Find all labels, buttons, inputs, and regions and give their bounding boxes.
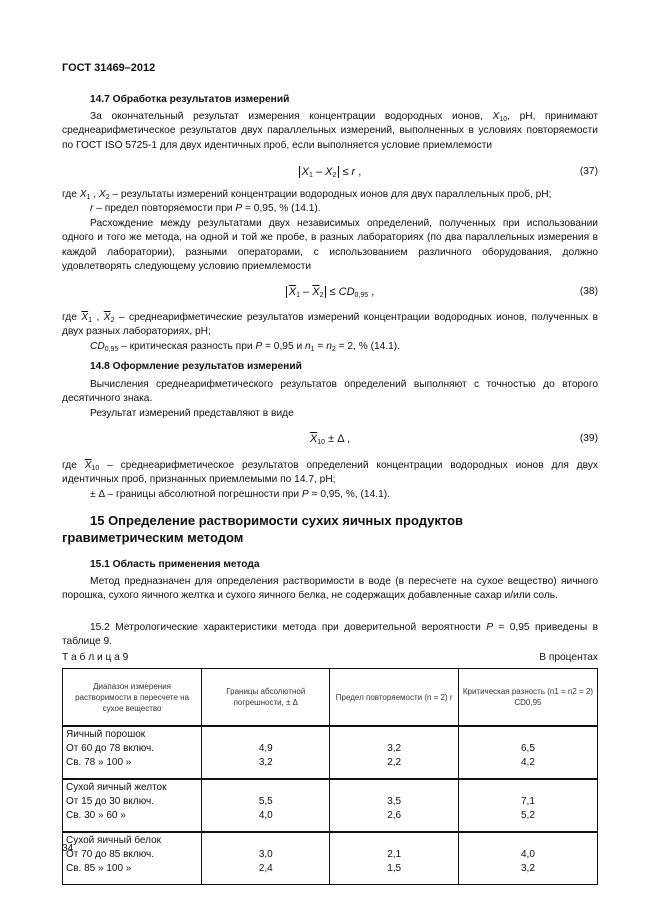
table-cell: Сухой яичный белок От 70 до 85 включ. Св. 85 » 100 »	[63, 832, 202, 885]
table-caption: Т а б л и ц а 9	[62, 652, 129, 663]
table-cell: 3,0 2,4	[202, 832, 330, 885]
table-unit: В процентах	[539, 652, 598, 663]
col-header: Границы абсолютной погрешности, ± Δ	[202, 669, 330, 727]
paragraph: Расхождение между результатами двух независимых определений, полученных при использовании одного и того же метода, на одной и той же пробе, в разных лабораториях (по два параллельных измерения в каждой лаборатории), разными операторами, с использованием различного оборудования, должно удовлетворять следующему условию приемлемости	[62, 218, 598, 273]
table-cell: Яичный порошок От 60 до 78 включ. Св. 78 » 100 »	[63, 726, 202, 779]
paragraph: Результат измерений представляют в виде	[90, 408, 294, 419]
definition: где $X_1$ , $X_2$ – результаты измерений концентрации водородных ионов для двух параллельных проб, pH; r – предел повторяемости при P = 0,95, % (14.1).	[62, 189, 552, 215]
definition: где $\overline{X}_1$ , $\overline{X}_2$ – среднеарифметические результатов измерений концентрации водородных ионов, полученных в двух разных лабораториях, pH; $CD_{0,95}$ – критическая разность при P = 0,95 и $n_1 = n_2 = 2$, % (14.1).	[62, 312, 599, 353]
table-cell: 4,9 3,2	[202, 726, 330, 779]
table-cell: 3,2 2,2	[330, 726, 458, 779]
table-cell: 4,0 3,2	[458, 832, 597, 885]
table-cell: 7,1 5,2	[458, 779, 597, 832]
table-cell: Сухой яичный желток От 15 до 30 включ. Св. 30 » 60 »	[63, 779, 202, 832]
paragraph: За окончательный результат измерения концентрации водородных ионов, $X_{10}$, pH, принимают среднеарифметическое результатов двух параллельных измерений, выполненных в условиях повторяемости по ГОСТ ISO 5725-1 для двух идентичных проб, если выполняется условие приемлемости	[62, 111, 598, 151]
paragraph: Вычисления среднеарифметического результатов определений выполняют с точностью до второго десятичного знака.	[62, 379, 598, 405]
section-14-8-heading: 14.8 Оформление результатов измерений	[90, 361, 302, 372]
col-header: Критическая разность (n1 = n2 = 2) CD0,95	[458, 669, 597, 727]
page-number: 34	[62, 843, 74, 854]
formula-38: $\overline{X}_1 - \overline{X}_2 \le CD_{0,95}$ , (38)	[62, 286, 598, 304]
table-cell: 5,5 4,0	[202, 779, 330, 832]
definition: где $\overline{X}_{10}$ – среднеарифметическое результатов определений концентрации водородных ионов для двух идентичных проб, признанных приемлемыми по 14.7, pH; ± Δ – границы абсолютной погрешности при P = 0,95, %, (14.1).	[62, 460, 599, 500]
table-row	[63, 726, 598, 779]
formula-39: $\overline{X}_{10} \pm \Delta$ , (39)	[309, 433, 598, 446]
section-15-heading: 15 Определение растворимости сухих яичных продуктов гравиметрическим методом	[62, 513, 464, 545]
paragraph: Метод предназначен для определения растворимости в воде (в пересчете на сухое вещество) яичного порошка, сухого яичного желтка и сухого яичного белка, не содержащих добавленные сахар и/или соль.	[62, 576, 598, 602]
col-header: Предел повторяемости (n = 2) r	[330, 669, 458, 727]
section-15-1-heading: 15.1 Область применения метода	[90, 559, 260, 570]
paragraph: 15.2 Метрологические характеристики метода при доверительной вероятности P = 0,95 приведены в таблице 9.	[62, 622, 598, 648]
table-row	[63, 779, 598, 832]
col-header: Диапазон измерения растворимости в пересчете на сухое вещество	[63, 669, 202, 727]
doc-header: ГОСТ 31469–2012	[62, 62, 156, 74]
table-cell: 6,5 4,2	[458, 726, 597, 779]
table-row	[63, 832, 598, 885]
table-cell: 2,1 1,5	[330, 832, 458, 885]
table-cell: 3,5 2,6	[330, 779, 458, 832]
section-14-7-heading: 14.7 Обработка результатов измерений	[90, 94, 290, 105]
formula-37: $X_1 - X_2 \le r$ , (37)	[62, 166, 598, 184]
